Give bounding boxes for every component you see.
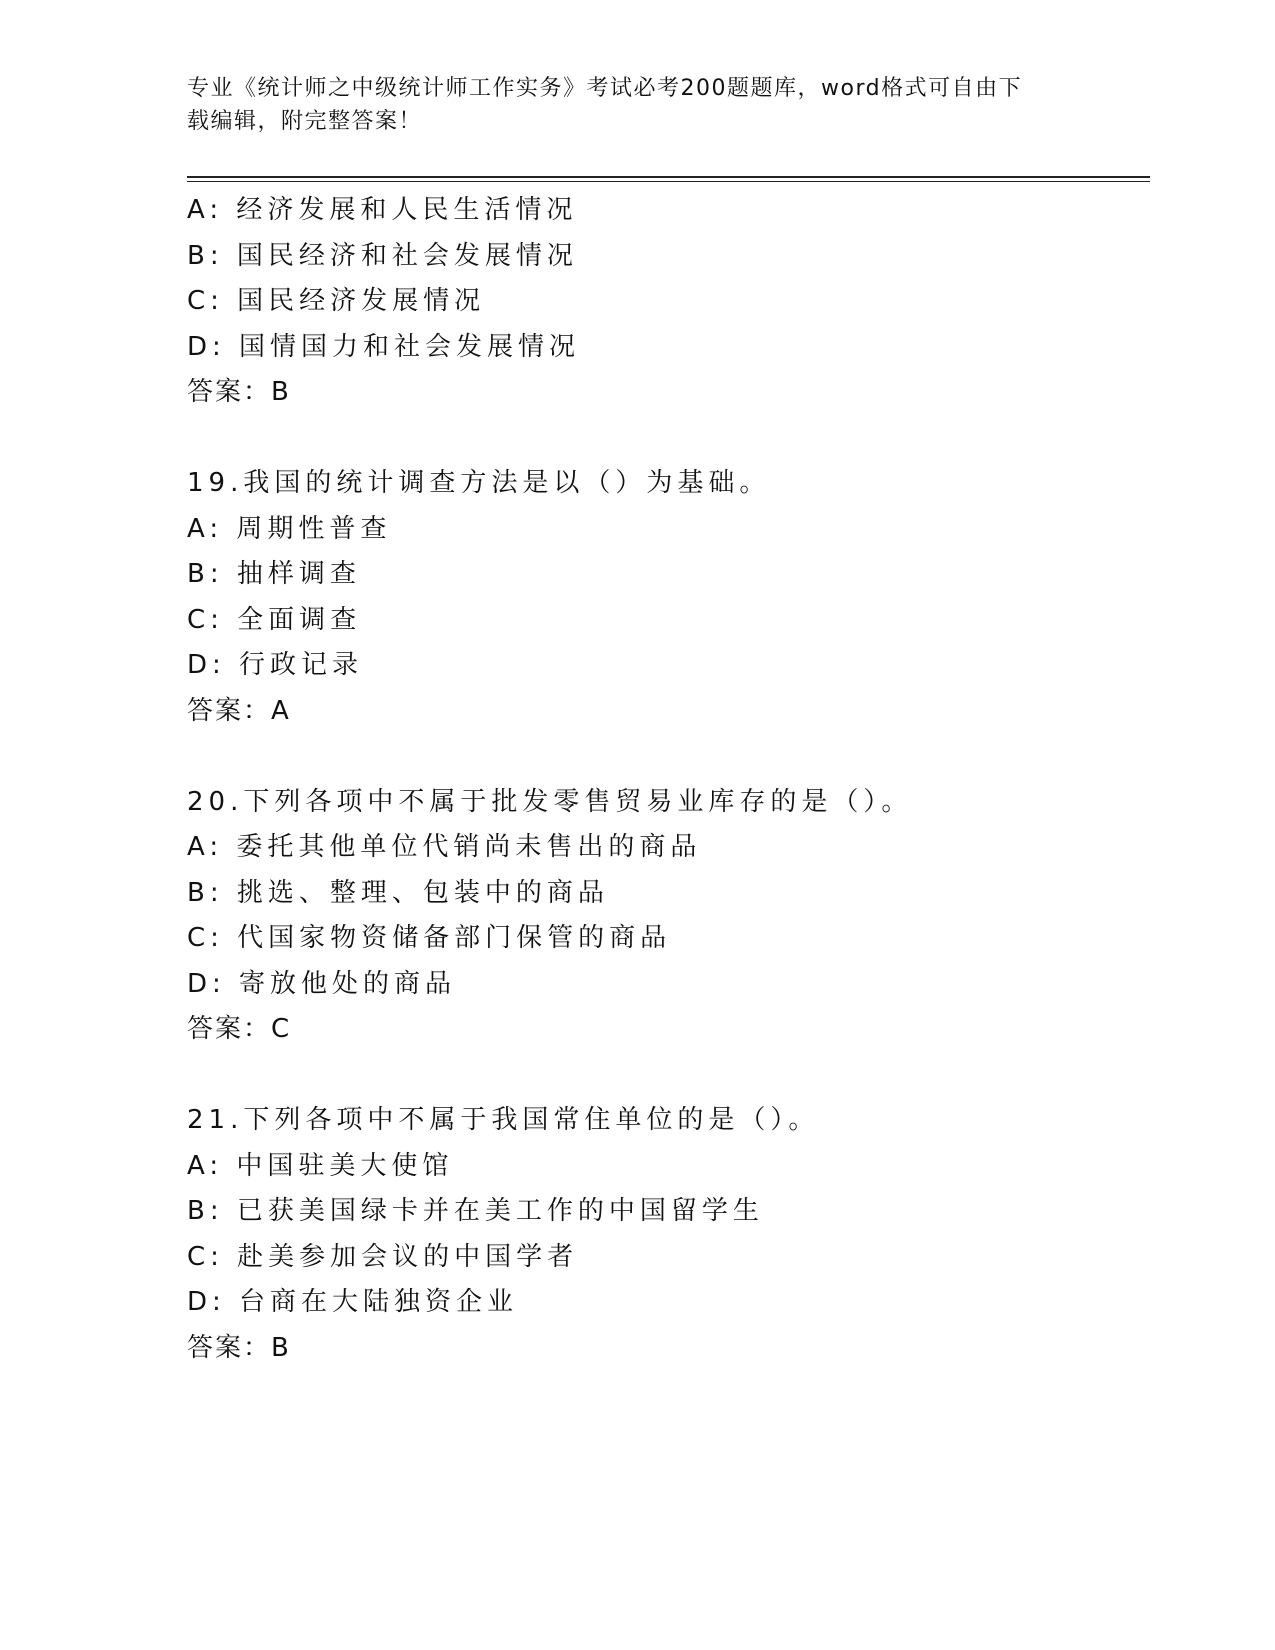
option-c: C: 国民经济发展情况 [187, 286, 486, 316]
option-b: B: 挑选、整理、包装中的商品 [187, 877, 609, 908]
question-text: 20.下列各项中不属于批发零售贸易业库存的是（）。 [187, 786, 913, 817]
header-line-1: 专业《统计师之中级统计师工作实务》考试必考200题题库，word格式可自由下 [187, 76, 1023, 101]
option-c: C: 代国家物资储备部门保管的商品 [187, 923, 672, 953]
option-d: D: 台商在大陆独资企业 [187, 1287, 519, 1317]
option-c: C: 赴美参加会议的中国学者 [187, 1241, 579, 1272]
option-b: B: 国民经济和社会发展情况 [187, 240, 578, 271]
option-d: D: 行政记录 [187, 650, 364, 680]
answer-line: 答案：A [187, 695, 291, 726]
option-b: B: 已获美国绿卡并在美工作的中国留学生 [187, 1196, 764, 1226]
option-b: B: 抽样调查 [187, 559, 361, 589]
option-a: A: 委托其他单位代销尚未售出的商品 [187, 832, 702, 862]
question-block [187, 780, 1147, 1053]
document-header [187, 72, 1087, 138]
block-spacer [187, 1053, 1147, 1099]
option-a: A: 周期性普查 [187, 513, 392, 544]
option-a: A: 中国驻美大使馆 [187, 1150, 454, 1181]
question-block [187, 188, 1147, 416]
header-rule-thin [187, 181, 1150, 182]
header-rule-thick [187, 176, 1150, 178]
question-block [187, 461, 1147, 734]
question-text: 19.我国的统计调查方法是以（）为基础。 [187, 468, 771, 498]
block-spacer [187, 416, 1147, 462]
option-d: D: 国情国力和社会发展情况 [187, 331, 581, 362]
option-a: A: 经济发展和人民生活情况 [187, 195, 578, 225]
answer-line: 答案：C [187, 1014, 292, 1044]
question-text: 21.下列各项中不属于我国常住单位的是（）。 [187, 1105, 820, 1135]
question-list [187, 188, 1147, 1371]
option-d: D: 寄放他处的商品 [187, 968, 457, 999]
answer-line: 答案：B [187, 1332, 291, 1363]
answer-line: 答案：B [187, 377, 291, 407]
header-line-2: 载编辑，附完整答案！ [187, 109, 423, 134]
question-block [187, 1098, 1147, 1371]
block-spacer [187, 734, 1147, 780]
option-c: C: 全面调查 [187, 604, 362, 635]
